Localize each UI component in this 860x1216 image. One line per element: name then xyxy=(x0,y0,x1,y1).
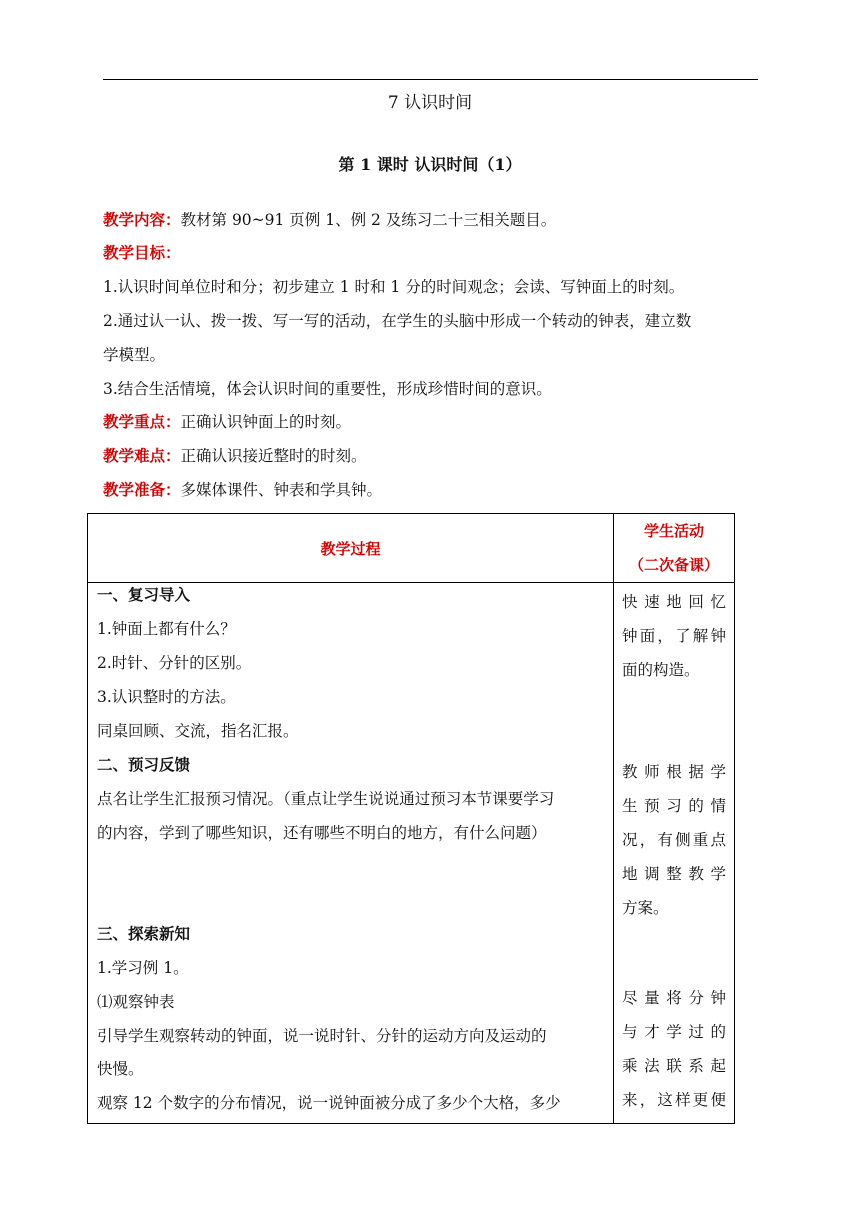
process-line: 2.时针、分针的区别。 xyxy=(97,654,252,672)
activity-header-line1: 学生活动 xyxy=(643,522,704,540)
process-line: 点名让学生汇报预习情况。（重点让学生说说通过预习本节课要学习 xyxy=(97,790,555,808)
table-header-row xyxy=(88,514,735,583)
goal-line: 1.认识时间单位时和分；初步建立 1 时和 1 分的时间观念；会读、写钟面上的时刻。 xyxy=(103,278,685,296)
key-point-label: 教学重点： xyxy=(103,412,181,431)
activity-note-line: 尽量将分钟 xyxy=(622,989,726,1007)
activity-note-line: 面的构造。 xyxy=(622,661,700,679)
activity-note-line: 乘法联系起 xyxy=(622,1057,726,1075)
activity-cell xyxy=(614,583,735,1124)
preparation-label: 教学准备： xyxy=(103,480,181,499)
lesson-plan-table xyxy=(87,513,735,1124)
goal-line: 3.结合生活情境，体会认识时间的重要性，形成珍惜时间的意识。 xyxy=(103,380,552,398)
teaching-content xyxy=(103,210,556,230)
activity-header-line2: （二次备课） xyxy=(628,556,719,574)
top-rule xyxy=(103,79,758,80)
section-heading: 一、复习导入 xyxy=(97,585,191,604)
teaching-content-text: 教材第 90~91 页例 1、例 2 及练习二十三相关题目。 xyxy=(180,211,557,229)
activity-note-line: 地调整教学 xyxy=(622,865,726,883)
activity-note-line: 钟面，了解钟 xyxy=(622,627,726,645)
table-body-row xyxy=(88,583,735,1124)
process-line: 1.学习例 1。 xyxy=(97,959,189,977)
chapter-title: 7 认识时间 xyxy=(387,93,473,113)
process-line: 观察 12 个数字的分布情况，说一说钟面被分成了多少个大格，多少 xyxy=(97,1094,561,1112)
activity-note-line: 来，这样更便 xyxy=(622,1091,726,1109)
preparation-text: 多媒体课件、钟表和学具钟。 xyxy=(180,481,383,499)
activity-note-line: 况，有侧重点 xyxy=(622,831,726,849)
process-line: ⑴观察钟表 xyxy=(97,993,175,1011)
process-header: 教学过程 xyxy=(88,514,614,583)
teaching-goals-label: 教学目标： xyxy=(103,243,181,262)
process-line: 引导学生观察转动的钟面，说一说时针、分针的运动方向及运动的 xyxy=(97,1027,547,1045)
difficulty xyxy=(103,446,367,466)
activity-note-line: 教师根据学 xyxy=(622,763,726,781)
key-point xyxy=(103,412,351,432)
process-line: 3.认识整时的方法。 xyxy=(97,688,236,706)
preparation xyxy=(103,480,382,500)
process-line: 同桌回顾、交流，指名汇报。 xyxy=(97,722,299,740)
activity-note-line: 生预习的情 xyxy=(622,797,726,815)
process-cell xyxy=(88,583,614,1124)
difficulty-label: 教学难点： xyxy=(103,446,181,465)
activity-header xyxy=(614,514,735,583)
lesson-title: 第 1 课时 认识时间（1） xyxy=(338,155,522,174)
process-line: 1.钟面上都有什么？ xyxy=(97,620,236,638)
difficulty-text: 正确认识接近整时的时刻。 xyxy=(180,447,367,465)
key-point-text: 正确认识钟面上的时刻。 xyxy=(180,413,352,431)
process-line: 快慢。 xyxy=(97,1060,144,1078)
goal-line: 学模型。 xyxy=(103,346,166,364)
section-heading: 三、探索新知 xyxy=(97,924,191,943)
section-heading: 二、预习反馈 xyxy=(97,755,191,774)
teaching-content-label: 教学内容： xyxy=(103,210,181,229)
activity-note-line: 快速地回忆 xyxy=(622,593,726,611)
process-line: 的内容，学到了哪些知识，还有哪些不明白的地方，有什么问题） xyxy=(97,824,547,842)
activity-note-line: 与才学过的 xyxy=(622,1023,726,1041)
goal-line: 2.通过认一认、拨一拨、写一写的活动，在学生的头脑中形成一个转动的钟表，建立数 xyxy=(103,312,692,330)
activity-note-line: 方案。 xyxy=(622,899,669,917)
